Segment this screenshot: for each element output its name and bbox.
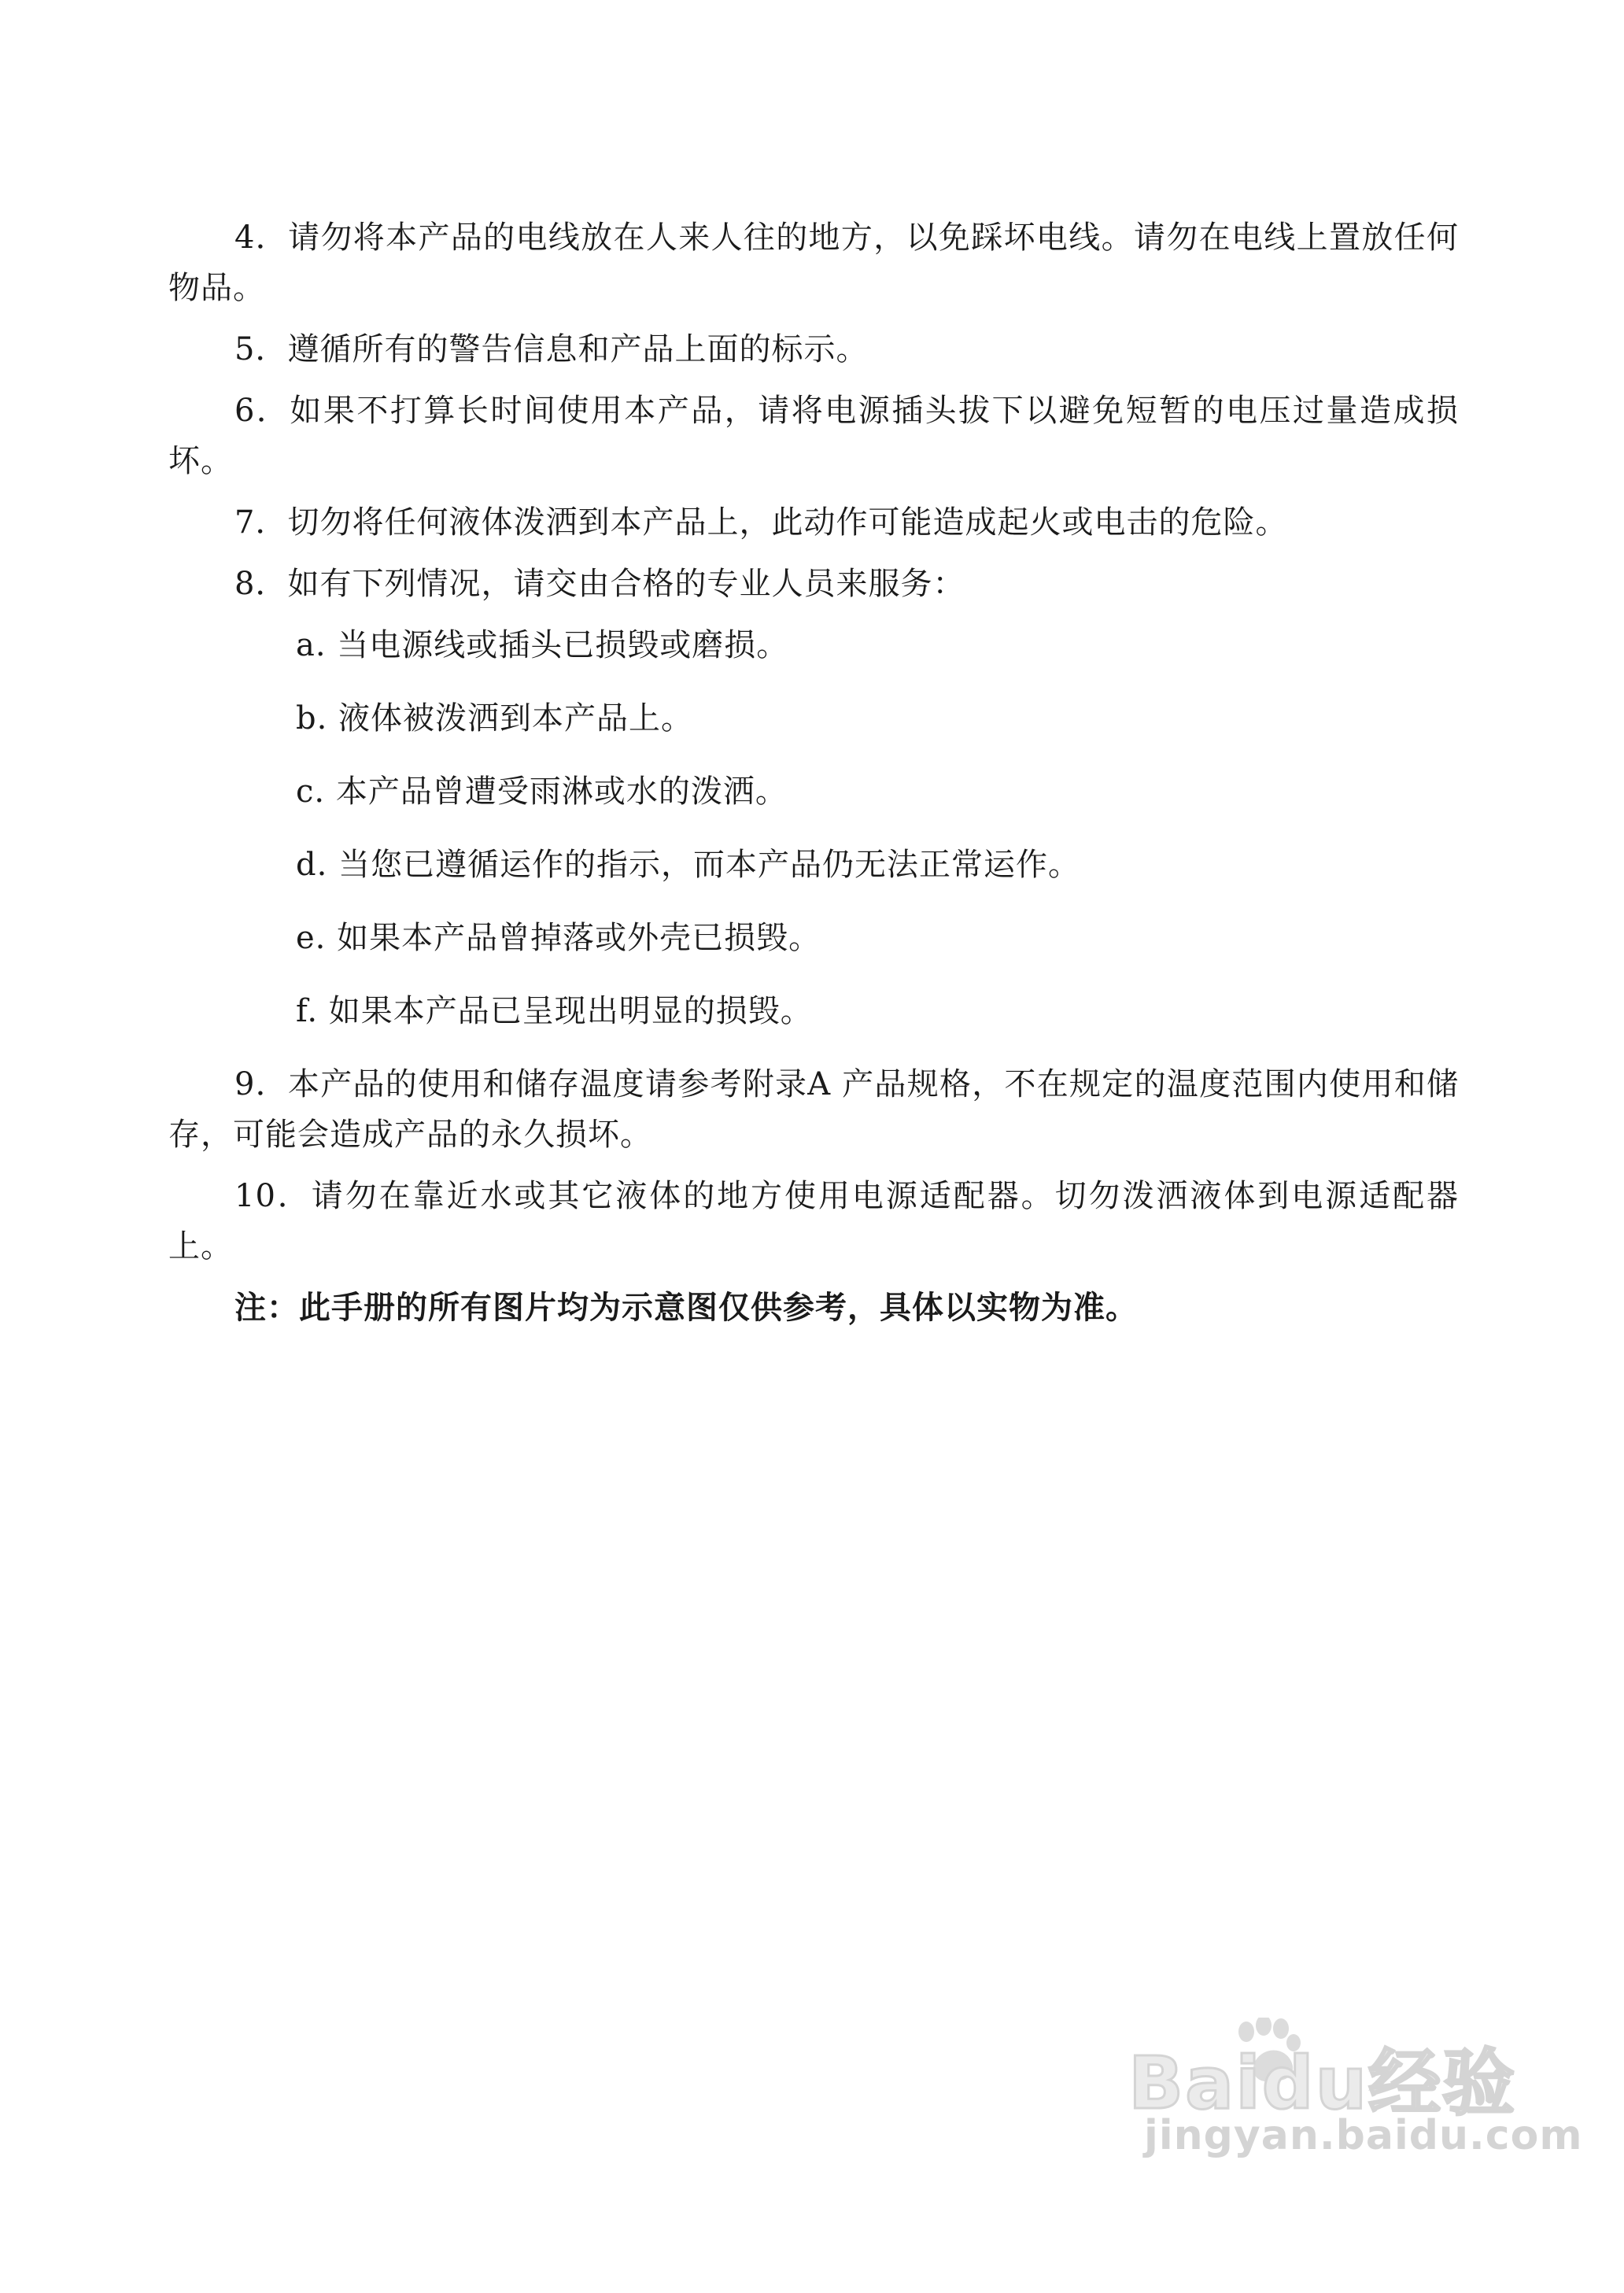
sub-item-a: a. 当电源线或插头已损毁或磨损。 [296,627,789,663]
service-conditions-list [168,620,1459,1036]
list-item-4: 4．请勿将本产品的电线放在人来人往的地方，以免踩坏电线。请勿在电线上置放任何物品。 [168,220,1459,306]
note-text: 注：此手册的所有图片均为示意图仅供参考，具体以实物为准。 [234,1289,1138,1326]
baidu-jingyan-watermark [1128,1970,1583,2175]
list-item-10: 10．请勿在靠近水或其它液体的地方使用电源适配器。切勿泼洒液体到电源适配器上。 [168,1178,1459,1265]
list-item-8: 8．如有下列情况，请交由合格的专业人员来服务： [234,566,965,602]
sub-item-e: e. 如果本产品曾掉落或外壳已损毁。 [296,920,821,956]
baidu-logo-icon [1128,2018,1522,2120]
sub-item-c: c. 本产品曾遭受雨淋或水的泼洒。 [296,774,788,810]
watermark-brand-text: Baidu经验 [1128,2041,1517,2120]
document-body [168,212,1459,1333]
watermark-url: jingyan.baidu.com [1144,2112,1583,2159]
list-item-9: 9．本产品的使用和储存温度请参考附录A 产品规格，不在规定的温度范围内使用和储存，可能会造成产品的永久损坏。 [168,1066,1459,1153]
sub-item-f: f. 如果本产品已呈现出明显的损毁。 [296,993,813,1029]
list-item-5: 5．遵循所有的警告信息和产品上面的标示。 [234,331,869,367]
sub-item-d: d. 当您已遵循运作的指示，而本产品仍无法正常运作。 [296,847,1081,883]
list-item-7: 7．切勿将任何液体泼洒到本产品上，此动作可能造成起火或电击的危险。 [234,504,1288,541]
list-item-6: 6．如果不打算长时间使用本产品，请将电源插头拔下以避免短暂的电压过量造成损坏。 [168,393,1459,479]
sub-item-b: b. 液体被泼洒到本产品上。 [296,700,694,737]
